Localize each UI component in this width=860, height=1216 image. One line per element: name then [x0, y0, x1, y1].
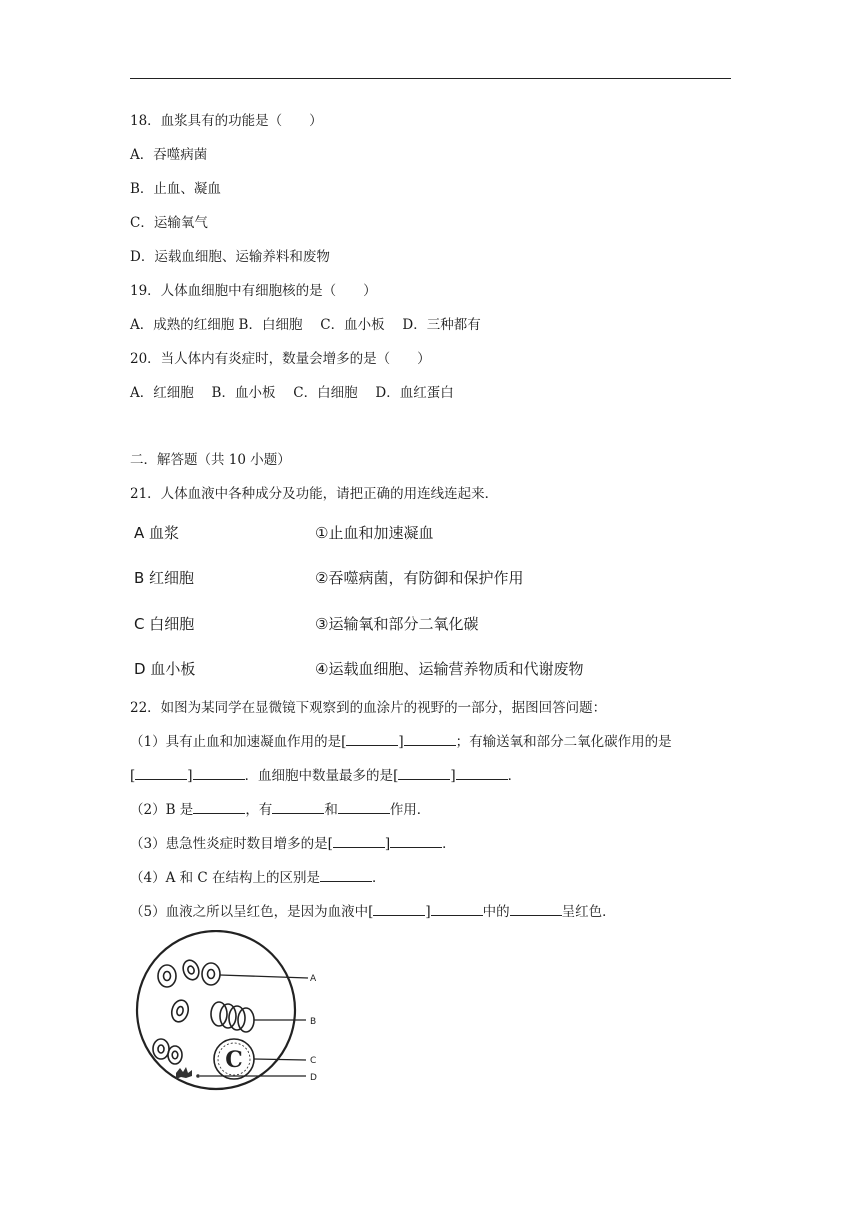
q21-left-c: C 白细胞 — [134, 615, 195, 633]
q22-p1c: ．血细胞中数量最多的是 — [244, 768, 394, 784]
q22-p5c: 呈红色． — [561, 904, 616, 920]
q18-stem: 18．血浆具有的功能是（ ） — [130, 113, 323, 129]
q21-right-3: ③运输氧和部分二氧化碳 — [315, 615, 479, 633]
q22-part2 — [130, 801, 430, 819]
q22-stem: 22．如图为某同学在显微镜下观察到的血涂片的视野的一部分，据图回答问题： — [130, 700, 607, 716]
q22-part4 — [130, 869, 386, 887]
q22-p1b: ；有输送氧和部分二氧化碳作用的是 — [455, 734, 672, 750]
q22-p3a: （3）患急性炎症时数目增多的是 — [130, 836, 328, 852]
header-rule — [130, 78, 731, 79]
answer-blank[interactable] — [431, 903, 483, 916]
q22-p1end: ． — [507, 768, 522, 784]
answer-blank[interactable] — [510, 903, 562, 916]
answer-blank[interactable] — [456, 767, 508, 780]
q19-stem: 19．人体血细胞中有细胞核的是（ ） — [130, 283, 377, 299]
answer-blank[interactable] — [333, 835, 385, 848]
close-bracket: ] — [450, 768, 456, 784]
diagram-label-c: C — [310, 1056, 317, 1066]
answer-blank[interactable] — [390, 835, 442, 848]
q22-part5 — [130, 903, 616, 921]
q21-left-a: A 血浆 — [134, 524, 180, 542]
q21-right-4: ④运载血细胞、运输营养物质和代谢废物 — [315, 660, 584, 678]
q20-stem: 20．当人体内有炎症时，数量会增多的是（ ） — [130, 351, 431, 367]
section2-title: 二．解答题（共 10 小题） — [130, 452, 291, 468]
close-bracket: ] — [187, 768, 193, 784]
pointer-line-a — [220, 975, 308, 978]
answer-blank[interactable] — [135, 767, 187, 780]
q21-stem: 21．人体血液中各种成分及功能，请把正确的用连线连起来． — [130, 486, 499, 502]
q19-options: A．成熟的红细胞 B．白细胞 C．血小板 D．三种都有 — [130, 317, 481, 333]
open-bracket: [ — [327, 836, 333, 852]
answer-blank[interactable] — [320, 869, 372, 882]
blood-smear-diagram — [128, 930, 328, 1092]
answer-blank[interactable] — [193, 767, 245, 780]
answer-blank[interactable] — [398, 767, 450, 780]
white-cell-letter: C — [225, 1047, 243, 1073]
diagram-label-d: D — [310, 1073, 317, 1083]
q22-part1-line1 — [130, 733, 672, 751]
platelets — [176, 1067, 200, 1079]
answer-blank[interactable] — [193, 801, 245, 814]
q21-right-2: ②吞噬病菌，有防御和保护作用 — [315, 569, 524, 587]
pointer-line-c — [254, 1059, 306, 1060]
q18-option-b: B．止血、凝血 — [130, 181, 221, 197]
q22-p1a: （1）具有止血和加速凝血作用的是 — [130, 734, 342, 750]
q22-p2a: （2）B 是 — [130, 802, 194, 818]
answer-blank[interactable] — [346, 733, 398, 746]
microscope-field — [137, 931, 295, 1089]
q22-p2c: 和 — [324, 802, 338, 818]
q22-p4end: ． — [372, 870, 386, 886]
q18-option-d: D．运载血细胞、运输养料和废物 — [130, 249, 330, 265]
q21-left-b: B 红细胞 — [134, 569, 195, 587]
answer-blank[interactable] — [404, 733, 456, 746]
diagram-label-b: B — [310, 1017, 317, 1027]
q22-p3end: ． — [442, 836, 456, 852]
q18-option-c: C．运输氧气 — [130, 215, 208, 231]
q22-p5b: 中的 — [482, 904, 510, 920]
q20-options: A．红细胞 B．血小板 C．白细胞 D．血红蛋白 — [130, 385, 454, 401]
diagram-label-a: A — [310, 974, 317, 984]
open-bracket: [ — [393, 768, 399, 784]
open-bracket: [ — [341, 734, 347, 750]
q21-left-d: D 血小板 — [134, 660, 196, 678]
q22-p2d: 作用． — [389, 802, 431, 818]
q22-p4a: （4）A 和 C 在结构上的区别是 — [130, 870, 321, 886]
q22-p2b: ，有 — [245, 802, 273, 818]
answer-blank[interactable] — [338, 801, 390, 814]
q22-part1-line2 — [130, 767, 521, 785]
open-bracket: [ — [130, 768, 136, 784]
q22-p5a: （5）血液之所以呈红色，是因为血液中 — [130, 904, 369, 920]
close-bracket: ] — [398, 734, 404, 750]
answer-blank[interactable] — [373, 903, 425, 916]
open-bracket: [ — [368, 904, 374, 920]
q21-right-1: ①止血和加速凝血 — [315, 524, 434, 542]
q18-option-a: A．吞噬病菌 — [130, 147, 208, 163]
answer-blank[interactable] — [272, 801, 324, 814]
close-bracket: ] — [384, 836, 391, 852]
q22-part3 — [130, 835, 456, 853]
close-bracket: ] — [425, 904, 431, 920]
white-blood-cell — [214, 1039, 254, 1079]
